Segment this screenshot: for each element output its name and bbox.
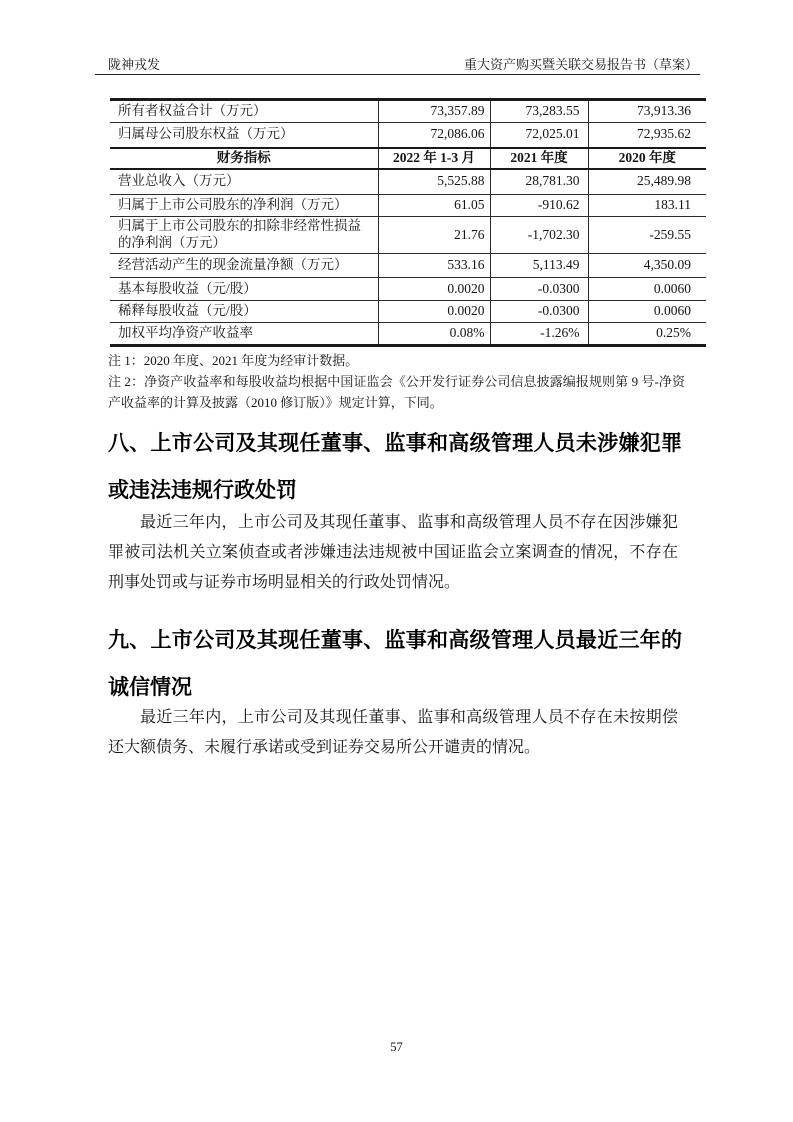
cell-value: -0.0300 [490, 278, 588, 301]
page-number: 57 [390, 1040, 403, 1054]
cell-value: -910.62 [490, 195, 588, 217]
cell-value: 0.0060 [588, 278, 706, 301]
cell-value: 0.0060 [588, 301, 706, 323]
cell-value: 73,913.36 [588, 100, 706, 123]
row-label: 经营活动产生的现金流量净额（万元） [110, 254, 378, 278]
cell-value: 5,113.49 [490, 254, 588, 278]
cell-value: 533.16 [378, 254, 490, 278]
cell-value: 5,525.88 [378, 169, 490, 195]
cell-value: 0.0020 [378, 301, 490, 323]
cell-value: -259.55 [588, 217, 706, 254]
row-label: 归属于上市公司股东的净利润（万元） [110, 195, 378, 217]
table-row [110, 254, 706, 278]
row-label: 归属于上市公司股东的扣除非经常性损益的净利润（万元） [110, 217, 378, 254]
column-header: 2021 年度 [490, 148, 588, 169]
cell-value: 0.25% [588, 323, 706, 346]
cell-value: 183.11 [588, 195, 706, 217]
note-1: 注 1：2020 年度、2021 年度为经审计数据。 [108, 353, 359, 368]
section-9-paragraph: 最近三年内，上市公司及其现任董事、监事和高级管理人员不存在未按期偿还大额债务、未履行承诺或受到证券交易所公开谴责的情况。 [108, 709, 678, 756]
column-header: 2022 年 1-3 月 [378, 148, 490, 169]
cell-value: 72,935.62 [588, 123, 706, 148]
cell-value: -1,702.30 [490, 217, 588, 254]
column-header: 2020 年度 [588, 148, 706, 169]
cell-value: 72,025.01 [490, 123, 588, 148]
cell-value: 61.05 [378, 195, 490, 217]
running-header-title: 重大资产购买暨关联交易报告书（草案） [463, 57, 698, 72]
row-label: 稀释每股收益（元/股） [110, 301, 378, 323]
cell-value: -1.26% [490, 323, 588, 346]
table-header-row [110, 148, 706, 169]
cell-value: 72,086.06 [378, 123, 490, 148]
financial-indicators-table [110, 98, 706, 347]
row-label: 所有者权益合计（万元） [110, 100, 378, 123]
table-row [110, 278, 706, 301]
table-row [110, 195, 706, 217]
header-divider [95, 74, 700, 75]
note-2: 注 2：净资产收益率和每股收益均根据中国证监会《公开发行证券公司信息披露编报规则第 9 号-净资产收益率的计算及披露（2010 修订版）》规定计算，下同。 [108, 374, 685, 410]
cell-value: 0.08% [378, 323, 490, 346]
cell-value: 21.76 [378, 217, 490, 254]
cell-value: -0.0300 [490, 301, 588, 323]
section-8-paragraph: 最近三年内，上市公司及其现任董事、监事和高级管理人员不存在因涉嫌犯罪被司法机关立案侦查或者涉嫌违法违规被中国证监会立案调查的情况，不存在刑事处罚或与证券市场明显相关的行政处罚情况。 [108, 514, 678, 591]
row-label: 营业总收入（万元） [110, 169, 378, 195]
section-8-heading: 八、上市公司及其现任董事、监事和高级管理人员未涉嫌犯罪或违法违规行政处罚 [108, 432, 682, 502]
cell-value: 73,357.89 [378, 100, 490, 123]
column-header: 财务指标 [110, 148, 378, 169]
row-label: 加权平均净资产收益率 [118, 325, 253, 341]
cell-value: 73,283.55 [490, 100, 588, 123]
table-notes [108, 350, 685, 413]
table-row [110, 301, 706, 323]
table-row [110, 123, 706, 148]
section-9-heading: 九、上市公司及其现任董事、监事和高级管理人员最近三年的诚信情况 [108, 629, 682, 699]
cell-value: 25,489.98 [588, 169, 706, 195]
row-label: 归属母公司股东权益（万元） [110, 123, 378, 148]
table-row [110, 169, 706, 195]
cell-value: 4,350.09 [588, 254, 706, 278]
row-label: 基本每股收益（元/股） [110, 278, 378, 301]
table-row [110, 217, 706, 254]
cell-value: 28,781.30 [490, 169, 588, 195]
table-row [110, 323, 706, 346]
running-header-company: 陇神戎发 [108, 57, 161, 72]
table-row [110, 100, 706, 123]
cell-value: 0.0020 [378, 278, 490, 301]
